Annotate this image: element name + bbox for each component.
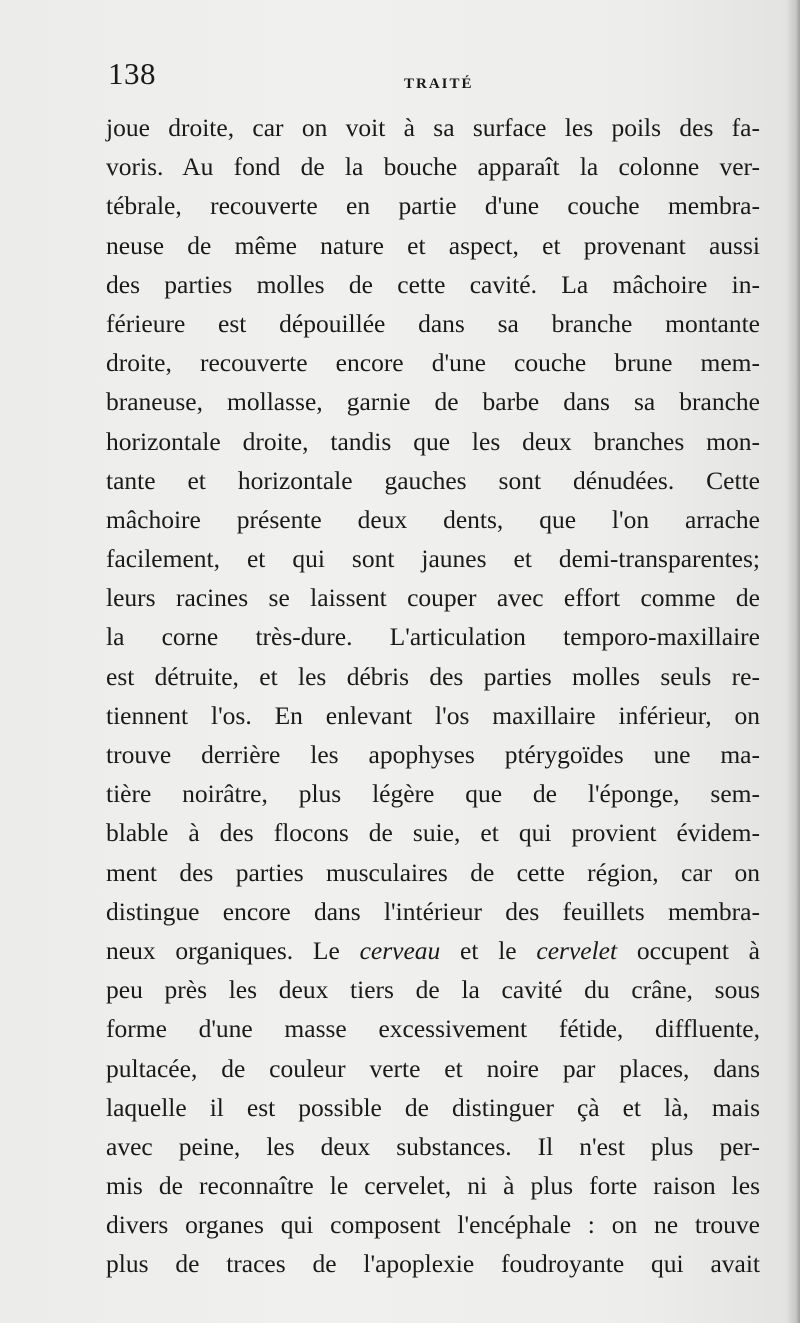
running-title: TRAITÉ (404, 76, 474, 92)
text-line: droite, recouverte encore d'une couche brune mem- (106, 348, 760, 378)
text-line: neuse de même nature et aspect, et provenant aussi (106, 230, 760, 260)
text-line: avec peine, les deux substances. Il n'est plus per- (106, 1131, 760, 1161)
italic-term-cerveau: cerveau (359, 935, 441, 965)
text-run: et le (440, 935, 537, 965)
text-line: est détruite, et les débris des parties molles seuls re- (106, 661, 760, 691)
text-line: mâchoire présente deux dents, que l'on arrache (106, 504, 760, 534)
text-line: ment des parties musculaires de cette région, car on (106, 857, 760, 887)
text-line: divers organes qui composent l'encéphale : on ne trouve (106, 1210, 760, 1240)
italic-term-cervelet: cervelet (536, 935, 618, 965)
text-line: facilement, et qui sont jaunes et demi-transparentes; (106, 544, 760, 574)
text-line: voris. Au fond de la bouche apparaît la colonne ver- (106, 152, 760, 182)
page-edge-shadow (786, 0, 800, 1323)
text-line: forme d'une masse excessivement fétide, diffluente, (106, 1014, 760, 1044)
text-line: leurs racines se laissent couper avec effort comme de (106, 583, 760, 613)
text-line: joue droite, car on voit à sa surface les poils des fa- (106, 113, 760, 142)
text-line: tébrale, recouverte en partie d'une couche membra- (106, 191, 760, 221)
text-line: mis de reconnaître le cervelet, ni à plus forte raison les (106, 1171, 760, 1201)
text-line: tière noirâtre, plus légère que de l'éponge, sem- (106, 779, 760, 809)
body-text (106, 108, 760, 1284)
text-line: distingue encore dans l'intérieur des feuillets membra- (106, 896, 760, 926)
text-line: la corne très-dure. L'articulation temporo-maxillaire (106, 622, 760, 652)
text-line-with-italics (106, 931, 760, 970)
text-line: braneuse, mollasse, garnie de barbe dans sa branche (106, 387, 760, 417)
text-run: occupent à (617, 935, 760, 965)
text-line: peu près les deux tiers de la cavité du crâne, sous (106, 975, 760, 1005)
text-line: férieure est dépouillée dans sa branche montante (106, 308, 760, 338)
text-line: laquelle il est possible de distinguer çà et là, mais (106, 1092, 760, 1122)
text-line: plus de traces de l'apoplexie foudroyante qui avait (106, 1249, 760, 1279)
page-number: 138 (108, 56, 156, 91)
text-line: pultacée, de couleur verte et noire par places, dans (106, 1053, 760, 1083)
text-line: tante et horizontale gauches sont dénudées. Cette (106, 465, 760, 495)
text-line: horizontale droite, tandis que les deux branches mon- (106, 426, 760, 456)
text-line: tiennent l'os. En enlevant l'os maxillaire inférieur, on (106, 700, 760, 730)
text-line: trouve derrière les apophyses ptérygoïdes une ma- (106, 740, 760, 769)
text-line: des parties molles de cette cavité. La mâchoire in- (106, 269, 760, 299)
text-line: blable à des flocons de suie, et qui provient évidem- (106, 818, 760, 848)
text-run: neux organiques. Le (106, 935, 360, 965)
